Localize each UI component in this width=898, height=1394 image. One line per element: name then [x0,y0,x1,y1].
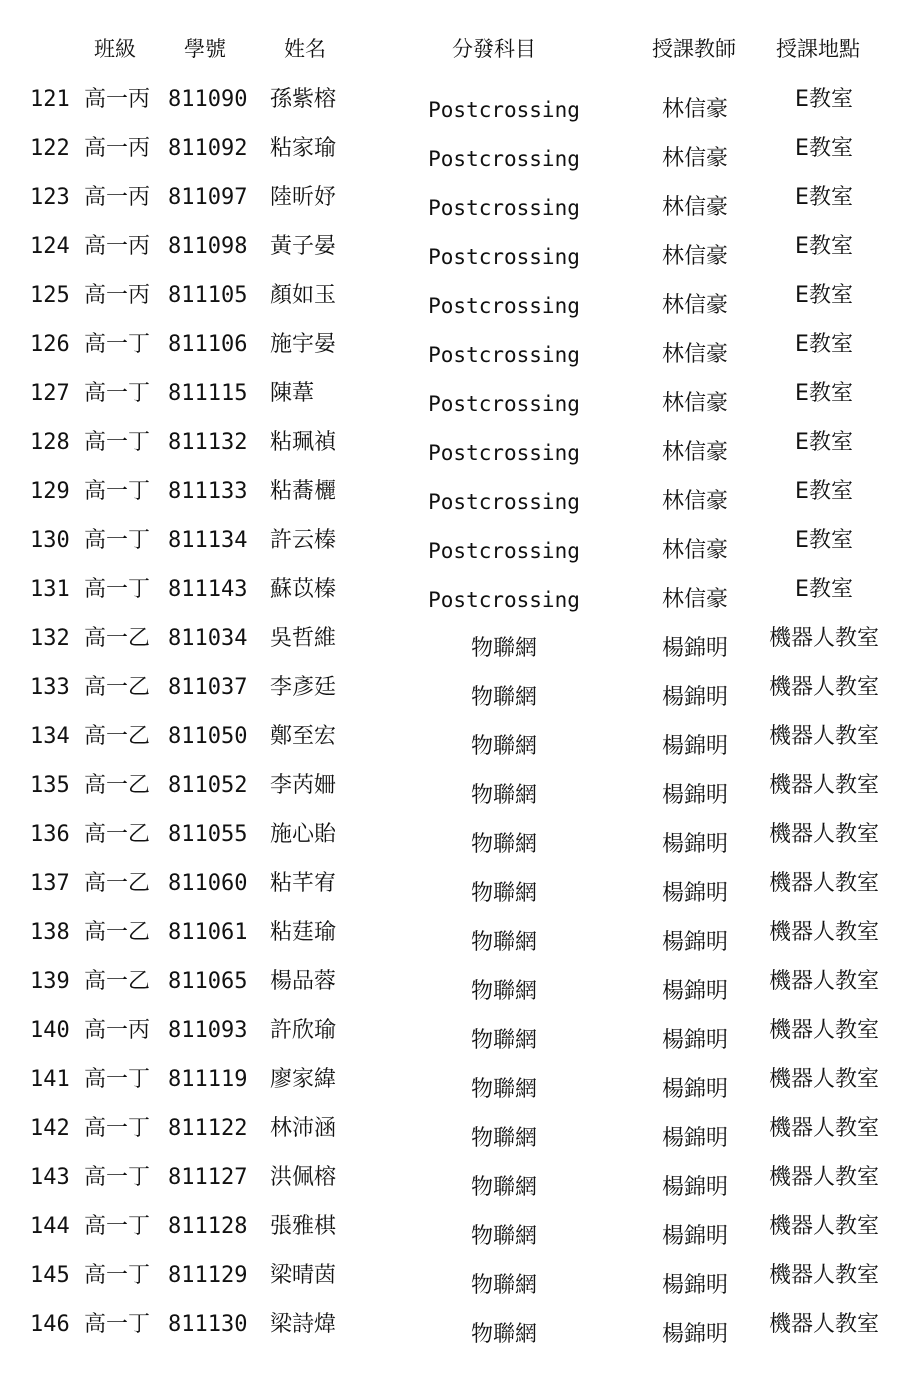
subject-cell: Postcrossing [428,245,580,269]
teacher-cell: 楊錦明 [662,930,729,955]
room-cell: E教室 [795,87,853,112]
student-id-cell: 811128 [168,1214,248,1239]
subject-cell: 物聯網 [470,1077,537,1102]
row-number: 134 [30,724,70,749]
row-number: 124 [30,234,70,259]
table-row [0,425,898,474]
student-name-cell: 粘珮禎 [270,430,337,455]
student-name-cell: 蘇苡榛 [270,577,337,602]
subject-cell: 物聯網 [470,685,537,710]
student-id-cell: 811055 [168,822,248,847]
subject-cell: Postcrossing [428,343,580,367]
student-name-cell: 孫紫榕 [270,87,337,112]
row-number: 127 [30,381,70,406]
teacher-cell: 楊錦明 [662,1126,729,1151]
class-cell: 高一丁 [84,577,151,602]
student-name-cell: 洪佩榕 [270,1165,337,1190]
teacher-cell: 林信豪 [662,293,729,318]
row-number: 131 [30,577,70,602]
class-cell: 高一丁 [84,1263,151,1288]
student-name-cell: 粘芊宥 [270,871,337,896]
row-number: 133 [30,675,70,700]
class-cell: 高一乙 [84,773,151,798]
table-row [0,1258,898,1307]
class-cell: 高一乙 [84,822,151,847]
table-header [0,34,898,68]
teacher-cell: 楊錦明 [662,1077,729,1102]
room-cell: 機器人教室 [768,871,879,896]
student-id-cell: 811097 [168,185,248,210]
subject-cell: 物聯網 [470,1322,537,1347]
teacher-cell: 楊錦明 [662,1322,729,1347]
table-row [0,1013,898,1062]
table-row [0,1307,898,1356]
class-cell: 高一丁 [84,528,151,553]
student-name-cell: 梁詩煒 [270,1312,337,1337]
table-row [0,915,898,964]
student-id-cell: 811130 [168,1312,248,1337]
room-cell: E教室 [795,479,853,504]
student-id-cell: 811132 [168,430,248,455]
student-name-cell: 梁晴茵 [270,1263,337,1288]
subject-cell: 物聯網 [470,930,537,955]
row-number: 128 [30,430,70,455]
student-id-cell: 811129 [168,1263,248,1288]
row-number: 132 [30,626,70,651]
class-cell: 高一丙 [84,234,151,259]
student-name-cell: 許云榛 [270,528,337,553]
student-name-cell: 張雅棋 [270,1214,337,1239]
row-number: 130 [30,528,70,553]
table-row [0,180,898,229]
table-row [0,670,898,719]
teacher-cell: 林信豪 [662,391,729,416]
row-number: 129 [30,479,70,504]
teacher-cell: 林信豪 [662,538,729,563]
class-cell: 高一丁 [84,332,151,357]
student-name-cell: 施心貽 [270,822,337,847]
student-name-cell: 吳哲維 [270,626,337,651]
room-cell: 機器人教室 [768,1263,879,1288]
teacher-cell: 林信豪 [662,342,729,367]
teacher-cell: 林信豪 [662,97,729,122]
room-cell: E教室 [795,332,853,357]
table-row [0,82,898,131]
subject-cell: Postcrossing [428,392,580,416]
table-row [0,474,898,523]
row-number: 136 [30,822,70,847]
header-class: 班級 [94,37,136,61]
student-id-cell: 811105 [168,283,248,308]
row-number: 144 [30,1214,70,1239]
subject-cell: 物聯網 [470,636,537,661]
header-id: 學號 [184,37,226,61]
teacher-cell: 楊錦明 [662,832,729,857]
table-row [0,866,898,915]
student-id-cell: 811092 [168,136,248,161]
student-name-cell: 鄭至宏 [270,724,337,749]
room-cell: 機器人教室 [768,1018,879,1043]
row-number: 143 [30,1165,70,1190]
student-id-cell: 811143 [168,577,248,602]
teacher-cell: 林信豪 [662,489,729,514]
subject-cell: Postcrossing [428,294,580,318]
class-cell: 高一乙 [84,724,151,749]
row-number: 146 [30,1312,70,1337]
class-cell: 高一丁 [84,1067,151,1092]
class-cell: 高一丁 [84,381,151,406]
student-id-cell: 811050 [168,724,248,749]
student-id-cell: 811037 [168,675,248,700]
room-cell: E教室 [795,234,853,259]
header-name: 姓名 [284,37,326,61]
room-cell: E教室 [795,185,853,210]
class-cell: 高一丁 [84,430,151,455]
room-cell: E教室 [795,283,853,308]
table-row [0,1111,898,1160]
table-row [0,376,898,425]
table-row [0,964,898,1013]
subject-cell: 物聯網 [470,1224,537,1249]
student-id-cell: 811098 [168,234,248,259]
teacher-cell: 楊錦明 [662,734,729,759]
room-cell: 機器人教室 [768,822,879,847]
room-cell: 機器人教室 [768,1067,879,1092]
class-cell: 高一丁 [84,1165,151,1190]
student-id-cell: 811093 [168,1018,248,1043]
student-id-cell: 811090 [168,87,248,112]
subject-cell: Postcrossing [428,490,580,514]
student-name-cell: 顏如玉 [270,283,337,308]
room-cell: E教室 [795,430,853,455]
student-name-cell: 粘家瑜 [270,136,337,161]
table-body [0,82,898,1356]
student-name-cell: 許欣瑜 [270,1018,337,1043]
row-number: 141 [30,1067,70,1092]
teacher-cell: 林信豪 [662,195,729,220]
room-cell: 機器人教室 [768,626,879,651]
teacher-cell: 林信豪 [662,587,729,612]
room-cell: 機器人教室 [768,1312,879,1337]
teacher-cell: 林信豪 [662,440,729,465]
class-cell: 高一丁 [84,1312,151,1337]
student-name-cell: 楊品蓉 [270,969,337,994]
class-cell: 高一乙 [84,920,151,945]
subject-cell: 物聯網 [470,1028,537,1053]
teacher-cell: 楊錦明 [662,881,729,906]
student-name-cell: 李彥廷 [270,675,337,700]
class-cell: 高一乙 [84,626,151,651]
student-id-cell: 811115 [168,381,248,406]
class-cell: 高一丁 [84,1214,151,1239]
subject-cell: 物聯網 [470,1126,537,1151]
room-cell: E教室 [795,136,853,161]
subject-cell: 物聯網 [470,1273,537,1298]
student-id-cell: 811106 [168,332,248,357]
student-name-cell: 施宇晏 [270,332,337,357]
row-number: 138 [30,920,70,945]
subject-cell: 物聯網 [470,832,537,857]
student-id-cell: 811065 [168,969,248,994]
teacher-cell: 楊錦明 [662,685,729,710]
student-name-cell: 廖家緯 [270,1067,337,1092]
student-name-cell: 陸昕妤 [270,185,337,210]
subject-cell: 物聯網 [470,734,537,759]
room-cell: E教室 [795,381,853,406]
room-cell: 機器人教室 [768,675,879,700]
subject-cell: Postcrossing [428,539,580,563]
student-id-cell: 811134 [168,528,248,553]
class-cell: 高一丁 [84,479,151,504]
subject-cell: Postcrossing [428,147,580,171]
student-id-cell: 811133 [168,479,248,504]
student-id-cell: 811034 [168,626,248,651]
student-id-cell: 811061 [168,920,248,945]
room-cell: 機器人教室 [768,1165,879,1190]
room-cell: E教室 [795,528,853,553]
room-cell: 機器人教室 [768,1214,879,1239]
subject-cell: Postcrossing [428,441,580,465]
class-cell: 高一丙 [84,283,151,308]
row-number: 142 [30,1116,70,1141]
row-number: 123 [30,185,70,210]
class-cell: 高一丁 [84,1116,151,1141]
table-row [0,768,898,817]
teacher-cell: 楊錦明 [662,1175,729,1200]
table-row [0,278,898,327]
table-row [0,1062,898,1111]
subject-cell: Postcrossing [428,196,580,220]
table-row [0,327,898,376]
teacher-cell: 楊錦明 [662,1273,729,1298]
row-number: 125 [30,283,70,308]
table-row [0,621,898,670]
teacher-cell: 楊錦明 [662,636,729,661]
student-id-cell: 811122 [168,1116,248,1141]
student-id-cell: 811052 [168,773,248,798]
row-number: 140 [30,1018,70,1043]
teacher-cell: 林信豪 [662,244,729,269]
room-cell: 機器人教室 [768,969,879,994]
subject-cell: Postcrossing [428,98,580,122]
student-id-cell: 811060 [168,871,248,896]
student-id-cell: 811127 [168,1165,248,1190]
table-row [0,1160,898,1209]
class-cell: 高一丙 [84,1018,151,1043]
student-name-cell: 粘蕎欐 [270,479,337,504]
table-row [0,229,898,278]
row-number: 135 [30,773,70,798]
teacher-cell: 楊錦明 [662,1224,729,1249]
header-subject: 分發科目 [452,37,536,61]
table-row [0,817,898,866]
row-number: 137 [30,871,70,896]
teacher-cell: 林信豪 [662,146,729,171]
teacher-cell: 楊錦明 [662,783,729,808]
room-cell: 機器人教室 [768,724,879,749]
table-row [0,572,898,621]
student-name-cell: 粘莛瑜 [270,920,337,945]
header-teacher: 授課教師 [652,37,736,61]
class-cell: 高一乙 [84,969,151,994]
row-number: 122 [30,136,70,161]
subject-cell: 物聯網 [470,881,537,906]
row-number: 121 [30,87,70,112]
room-cell: E教室 [795,577,853,602]
student-name-cell: 陳葦 [270,381,315,406]
subject-cell: 物聯網 [470,1175,537,1200]
table-row [0,719,898,768]
room-cell: 機器人教室 [768,773,879,798]
student-id-cell: 811119 [168,1067,248,1092]
student-name-cell: 林沛涵 [270,1116,337,1141]
table-row [0,131,898,180]
room-cell: 機器人教室 [768,920,879,945]
student-name-cell: 李芮姍 [270,773,337,798]
subject-cell: Postcrossing [428,588,580,612]
room-cell: 機器人教室 [768,1116,879,1141]
subject-cell: 物聯網 [470,979,537,1004]
student-name-cell: 黃子晏 [270,234,337,259]
class-cell: 高一乙 [84,871,151,896]
teacher-cell: 楊錦明 [662,979,729,1004]
class-cell: 高一乙 [84,675,151,700]
header-room: 授課地點 [776,37,860,61]
class-cell: 高一丙 [84,136,151,161]
row-number: 145 [30,1263,70,1288]
table-row [0,523,898,572]
class-cell: 高一丙 [84,87,151,112]
row-number: 126 [30,332,70,357]
teacher-cell: 楊錦明 [662,1028,729,1053]
row-number: 139 [30,969,70,994]
table-row [0,1209,898,1258]
class-cell: 高一丙 [84,185,151,210]
subject-cell: 物聯網 [470,783,537,808]
